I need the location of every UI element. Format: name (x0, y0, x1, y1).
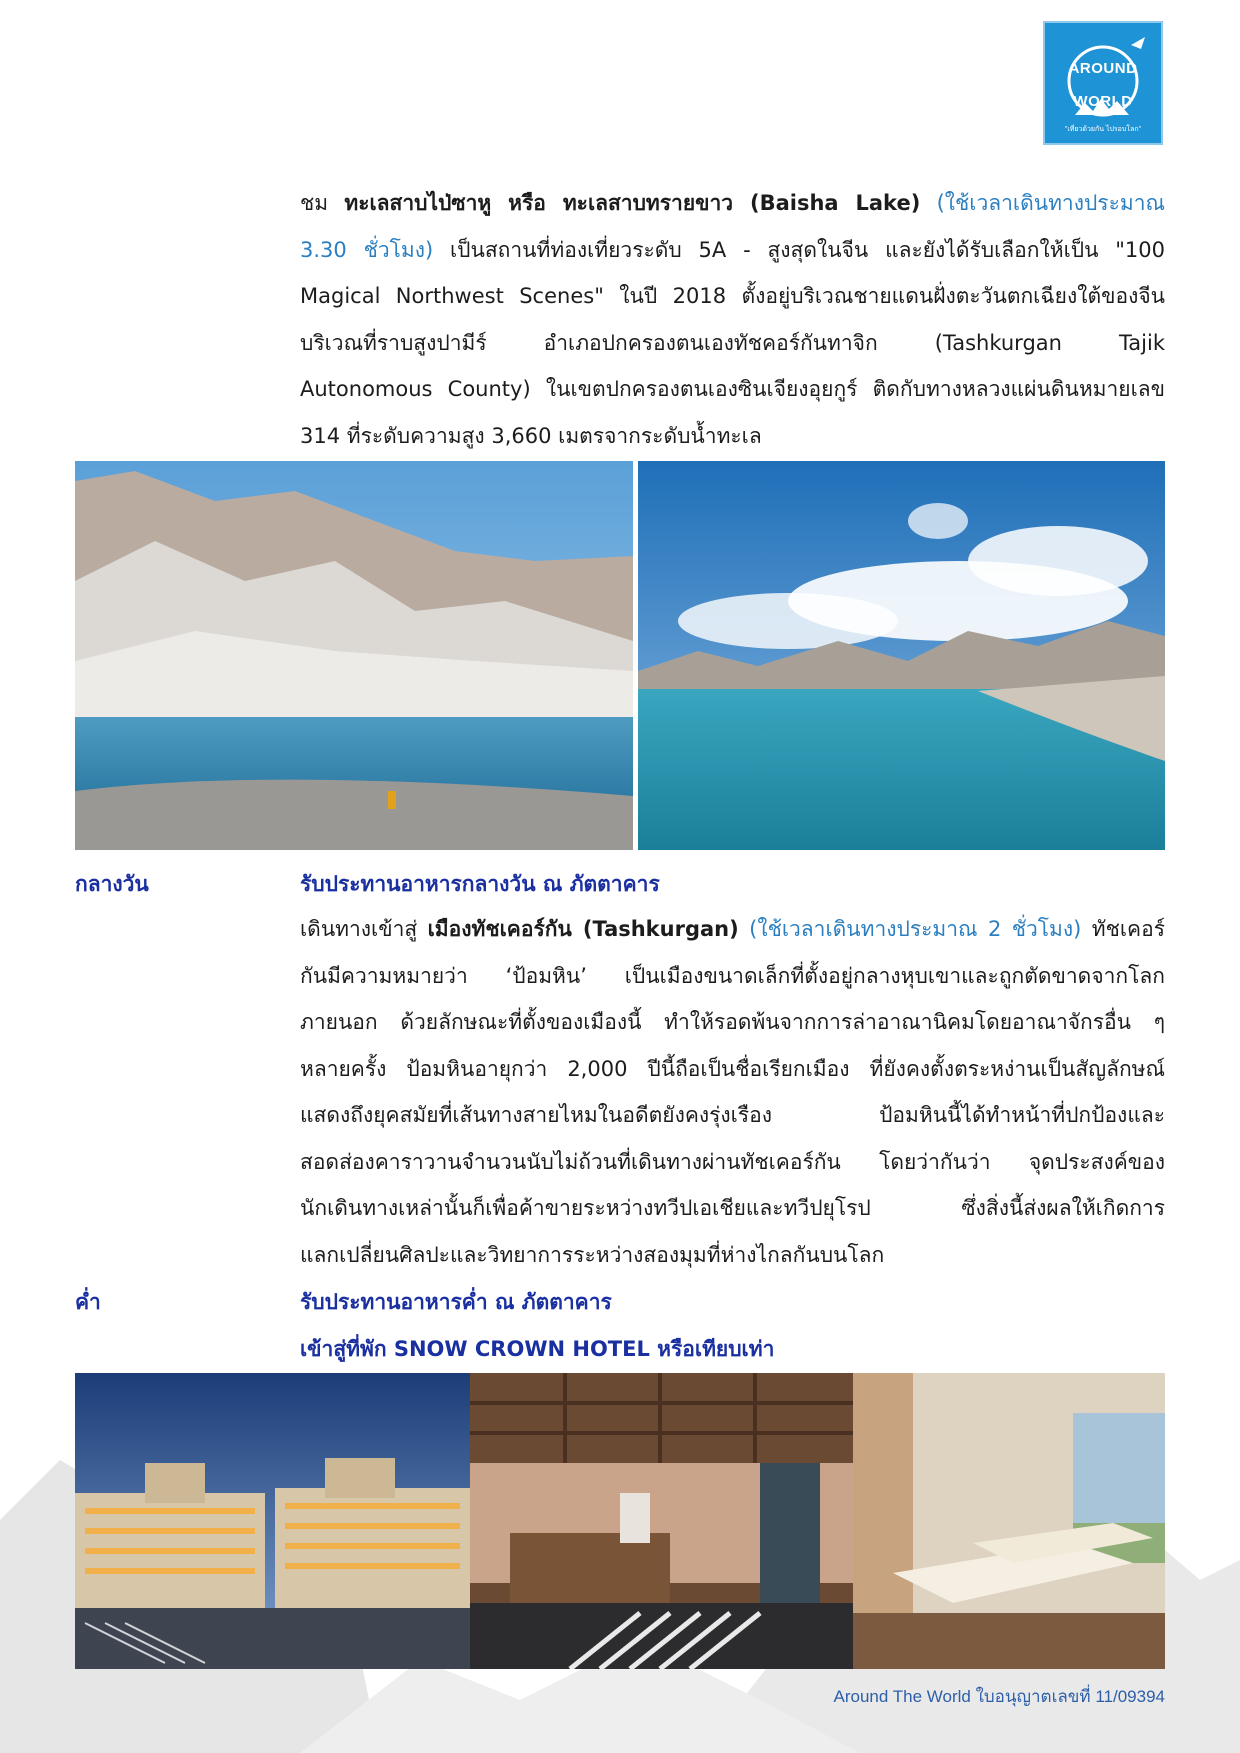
intro-line-6: 314 ที่ระดับความสูง 3,660 เมตรจากระดับน้ำทะเล (300, 423, 762, 448)
baisha-lake-aerial-photo (638, 461, 1165, 850)
logo-line-1: AROUND (1068, 60, 1138, 77)
hotel-room-photo (853, 1373, 1165, 1669)
baisha-lake-paragraph (300, 180, 1165, 459)
logo-tagline: "เที่ยวด้วยกัน ไปรอบโลก" (1064, 126, 1142, 133)
dinner-label: ค่ำ (75, 1290, 101, 1314)
hotel-exterior-photo (75, 1373, 470, 1669)
company-logo (1043, 21, 1163, 145)
intro-line-1: ชม ทะเลสาบไป่ซาหู หรือ ทะเลสาบทรายขาว (Baisha Lake) (ใช้เวลาเดินทางประมาณ (300, 191, 1165, 215)
baisha-lake-dunes-photo (75, 461, 633, 850)
intro-line-4: บริเวณที่ราบสูงปามีร์ อำเภอปกครองตนเองทัชคอร์กันทาจิก (Tashkurgan Tajik (300, 330, 1165, 355)
intro-line-2: 3.30 ชั่วโมง) เป็นสถานที่ท่องเที่ยวระดับ 5A - สูงสุดในจีน และยังได้รับเลือกให้เป็น "100 (300, 237, 1166, 262)
logo-line-2: WORLD (1073, 93, 1133, 110)
tashkurgan-line-1: เดินทางเข้าสู่ เมืองทัชเคอร์กัน (Tashkurgan) (ใช้เวลาเดินทางประมาณ 2 ชั่วโมง) ทัชเคอร์ (300, 917, 1165, 941)
tashkurgan-line-7: นักเดินทางเหล่านั้นก็เพื่อค้าขายระหว่างทวีปเอเชียและทวีปยุโรป ซึ่งสิ่งนี้ส่งผลให้เกิดการ (300, 1196, 1165, 1220)
tashkurgan-line-3: ภายนอก ด้วยลักษณะที่ตั้งของเมืองนี้ ทำให้รอดพ้นจากการล่าอาณานิคมโดยอาณาจักรอื่น ๆ (300, 1010, 1165, 1034)
tashkurgan-line-5: แสดงถึงยุคสมัยที่เส้นทางสายไหมในอดีตยังคงรุ่งเรือง ป้อมหินนี้ได้ทำหน้าที่ปกป้องและ (300, 1103, 1165, 1127)
tashkurgan-line-8: แลกเปลี่ยนศิลปะและวิทยาการระหว่างสองมุมที่ห่างไกลกันบนโลก (300, 1242, 885, 1267)
lunch-heading: รับประทานอาหารกลางวัน ณ ภัตตาคาร (300, 872, 660, 896)
tashkurgan-paragraph (300, 906, 1165, 1278)
intro-line-5: Autonomous County) ในเขตปกครองตนเองซินเจียงอุยกูร์ ติดกับทางหลวงแผ่นดินหมายเลข (300, 377, 1165, 401)
hotel-lobby-photo (470, 1373, 853, 1669)
tashkurgan-line-2: กันมีความหมายว่า ‘ป้อมหิน’ เป็นเมืองขนาดเล็กที่ตั้งอยู่กลางหุบเขาและถูกตัดขาดจากโลก (300, 963, 1165, 988)
hotel-heading: เข้าสู่ที่พัก SNOW CROWN HOTEL หรือเทียบเท่า (300, 1337, 775, 1361)
license-footer: Around The World ใบอนุญาตเลขที่ 11/09394 (833, 1687, 1165, 1706)
tashkurgan-line-4: หลายครั้ง ป้อมหินอายุกว่า 2,000 ปีนี้ถือเป็นชื่อเรียกเมือง ที่ยังคงตั้งตระหง่านเป็นสัญลักษณ์ (300, 1056, 1165, 1081)
dinner-heading: รับประทานอาหารค่ำ ณ ภัตตาคาร (300, 1290, 612, 1314)
lunch-label: กลางวัน (75, 872, 149, 896)
intro-line-3: Magical Northwest Scenes" ในปี 2018 ตั้งอยู่บริเวณชายแดนฝั่งตะวันตกเฉียงใต้ของจีน (300, 284, 1165, 308)
tashkurgan-line-6: สอดส่องคาราวานจำนวนนับไม่ถ้วนที่เดินทางผ่านทัชเคอร์กัน โดยว่ากันว่า จุดประสงค์ของ (300, 1149, 1165, 1174)
